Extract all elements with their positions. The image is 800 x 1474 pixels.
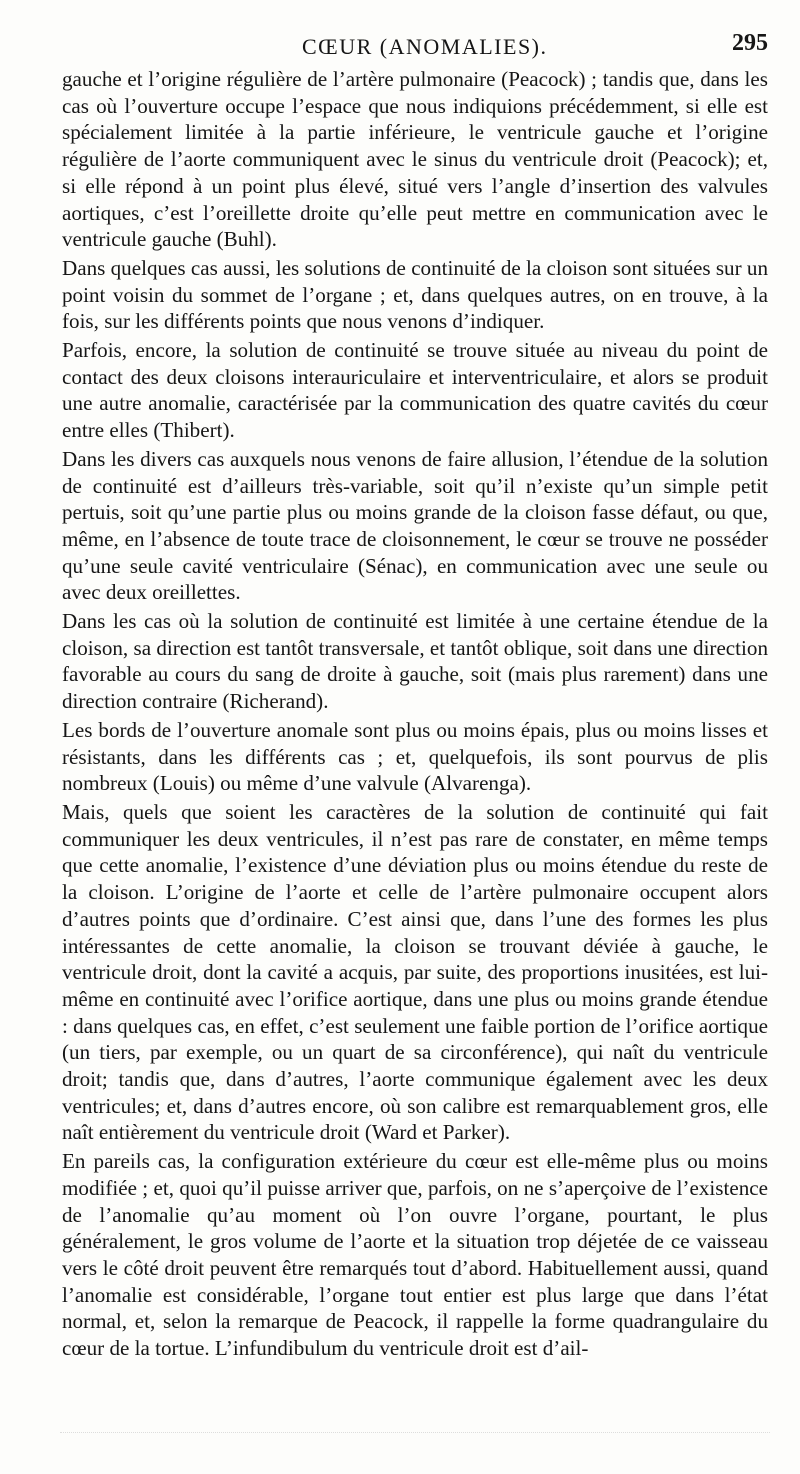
running-title: CŒUR (ANOMALIES). xyxy=(302,34,548,59)
paragraph: gauche et l’origine régulière de l’artère pulmonaire (Peacock) ; tandis que, dans les cas où l’ouverture occupe l’espace que nous indiquions précédemment, si elle est spécialement limitée à la partie inférieure, le ventricule gauche et l’origine régulière de l’aorte communiquent avec le sinus du ventricule droit (Peacock); et, si elle répond à un point plus élevé, situé vers l’angle d’insertion des valvules aortiques, c’est l’oreillette droite qu’elle peut mettre en communication avec le ventricule gauche (Buhl). xyxy=(62,67,768,252)
page-number: 295 xyxy=(732,30,768,56)
body-text xyxy=(62,66,768,1364)
paragraph: Dans quelques cas aussi, les solutions de continuité de la cloison sont situées sur un point voisin du sommet de l’organe ; et, dans quelques autres, on en trouve, à la fois, sur les différents points que nous venons d’indiquer. xyxy=(62,255,768,334)
paragraph: Dans les divers cas auxquels nous venons de faire allusion, l’étendue de la solution de continuité est d’ailleurs très-variable, soit qu’il n’existe qu’un simple petit pertuis, soit qu’une partie plus ou moins grande de la cloison fasse défaut, ou que, même, en l’absence de toute trace de cloisonnement, le cœur se trouve ne posséder qu’une seule cavité ventriculaire (Sénac), en communication avec une seule ou avec deux oreillettes. xyxy=(62,446,768,605)
page-header xyxy=(60,28,770,64)
paragraph: Mais, quels que soient les caractères de la solution de continuité qui fait communiquer les deux ventricules, il n’est pas rare de constater, en même temps que cette anomalie, l’existence d’une déviation plus ou moins étendue du reste de la cloison. L’origine de l’aorte et celle de l’artère pulmonaire occupent alors d’autres points que d’ordinaire. C’est ainsi que, dans l’une des formes les plus intéressantes de cette anomalie, la cloison se trouvant déviée à gauche, le ventricule droit, dont la cavité a acquis, par suite, des proportions inusitées, est lui-même en continuité avec l’orifice aortique, dans une plus ou moins grande étendue : dans quelques cas, en effet, c’est seulement une faible portion de l’orifice aortique (un tiers, par exemple, ou un quart de sa circonférence), qui naît du ventricule droit; tandis que, dans d’autres, l’aorte communique également avec les deux ventricules; et, dans d’autres encore, où son calibre est remarquablement gros, elle naît entièrement du ventricule droit (Ward et Parker). xyxy=(62,799,768,1145)
paragraph: Parfois, encore, la solution de continuité se trouve située au niveau du point de contact des deux cloisons interauriculaire et interventriculaire, et alors se produit une autre anomalie, caractérisée par la communication des quatre cavités du cœur entre elles (Thibert). xyxy=(62,338,768,443)
paragraph: Les bords de l’ouverture anomale sont plus ou moins épais, plus ou moins lisses et résistants, dans les différents cas ; et, quelquefois, ils sont pourvus de plis nombreux (Louis) ou même d’une valvule (Alvarenga). xyxy=(62,717,768,796)
footer-scan-marks xyxy=(60,1432,770,1439)
paragraph: En pareils cas, la configuration extérieure du cœur est elle-même plus ou moins modifiée ; et, quoi qu’il puisse arriver que, parfois, on ne s’aperçoive de l’existence de l’anomalie qu’au moment où l’on ouvre l’organe, pourtant, le plus généralement, le gros volume de l’aorte et la situation trop déjetée de ce vaisseau vers le côté droit peuvent être remarqués tout d’abord. Habituellement aussi, quand l’anomalie est considérable, l’organe tout entier est plus large que dans l’état normal, et, selon la remarque de Peacock, il rappelle la forme quadrangulaire du cœur de la tortue. L’infundibulum du ventricule droit est d’ail- xyxy=(62,1149,768,1361)
paragraph: Dans les cas où la solution de continuité est limitée à une certaine étendue de la cloison, sa direction est tantôt transversale, et tantôt oblique, soit dans une direction favorable au cours du sang de droite à gauche, soit (mais plus rarement) dans une direction contraire (Richerand). xyxy=(62,609,768,714)
